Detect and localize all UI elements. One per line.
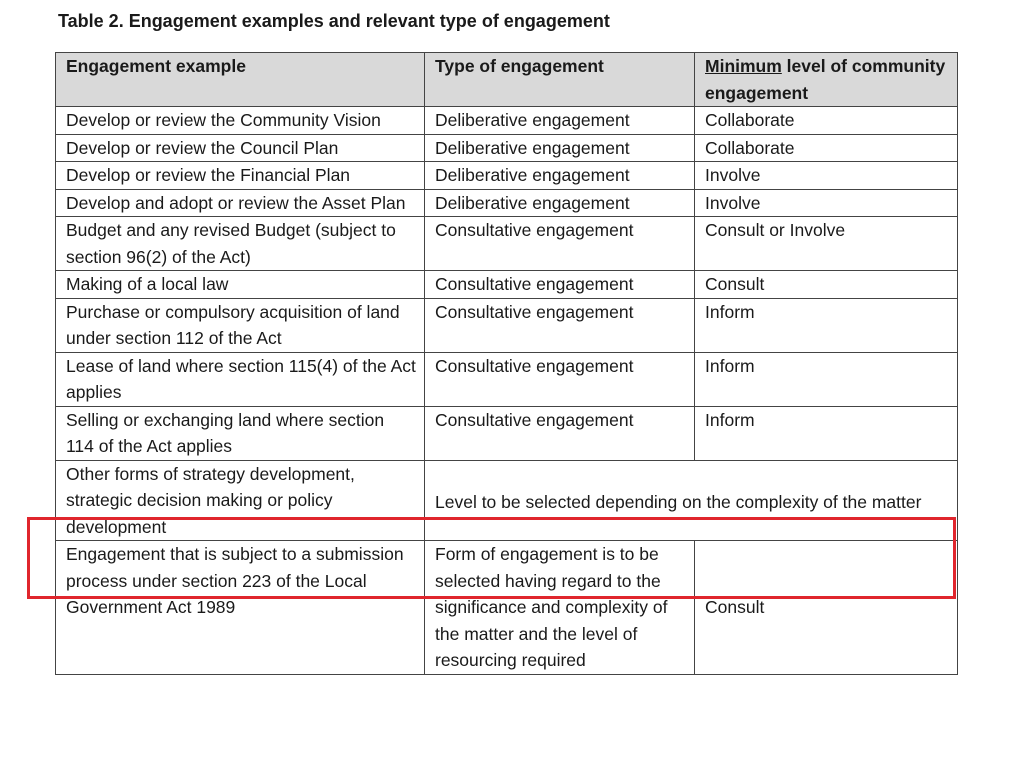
table-row [56, 107, 958, 135]
cell-type: Deliberative engagement [425, 107, 695, 135]
cell-example: Making of a local law [56, 271, 425, 299]
cell-example: Budget and any revised Budget (subject to section 96(2) of the Act) [56, 217, 425, 271]
cell-type: Deliberative engagement [425, 134, 695, 162]
cell-example: Engagement that is subject to a submission process under section 223 of the Local Government Act 1989 [56, 541, 425, 675]
cell-example: Other forms of strategy development, strategic decision making or policy development [56, 460, 425, 541]
cell-level: Involve [695, 189, 958, 217]
cell-level: Consult or Involve [695, 217, 958, 271]
cell-level: Collaborate [695, 107, 958, 135]
cell-type: Form of engagement is to be selected having regard to the significance and complexity of the matter and the level of resourcing required [425, 541, 695, 675]
cell-type: Consultative engagement [425, 298, 695, 352]
header-minimum-rest: level of community engagement [705, 56, 946, 103]
cell-level: Inform [695, 352, 958, 406]
table-caption: Table 2. Engagement examples and relevant type of engagement [58, 11, 610, 31]
cell-level: Consult [695, 271, 958, 299]
cell-level: Inform [695, 298, 958, 352]
table-row [56, 406, 958, 460]
cell-level: Collaborate [695, 134, 958, 162]
table-row [56, 271, 958, 299]
cell-example: Lease of land where section 115(4) of the Act applies [56, 352, 425, 406]
cell-example: Selling or exchanging land where section 114 of the Act applies [56, 406, 425, 460]
table-header-row [56, 53, 958, 107]
cell-type: Consultative engagement [425, 352, 695, 406]
cell-type: Deliberative engagement [425, 162, 695, 190]
cell-type: Consultative engagement [425, 271, 695, 299]
table-row [56, 352, 958, 406]
cell-type: Deliberative engagement [425, 189, 695, 217]
cell-example: Develop or review the Council Plan [56, 134, 425, 162]
header-type-of-engagement: Type of engagement [425, 53, 695, 107]
header-minimum-underlined: Minimum [705, 56, 782, 76]
cell-example: Develop and adopt or review the Asset Plan [56, 189, 425, 217]
header-minimum-level [695, 53, 958, 107]
cell-type: Consultative engagement [425, 406, 695, 460]
cell-level: Involve [695, 162, 958, 190]
header-engagement-example: Engagement example [56, 53, 425, 107]
table-row [56, 162, 958, 190]
table-row [56, 189, 958, 217]
cell-type: Consultative engagement [425, 217, 695, 271]
table-row [56, 298, 958, 352]
cell-example: Purchase or compulsory acquisition of land under section 112 of the Act [56, 298, 425, 352]
cell-example: Develop or review the Financial Plan [56, 162, 425, 190]
table-row [56, 134, 958, 162]
highlighted-row [56, 460, 958, 541]
cell-example: Develop or review the Community Vision [56, 107, 425, 135]
table-row [56, 217, 958, 271]
engagement-table [55, 52, 958, 675]
cell-level: Inform [695, 406, 958, 460]
cell-level: Consult [695, 541, 958, 675]
cell-merged-level: Level to be selected depending on the complexity of the matter [425, 460, 958, 541]
table-row [56, 541, 958, 675]
